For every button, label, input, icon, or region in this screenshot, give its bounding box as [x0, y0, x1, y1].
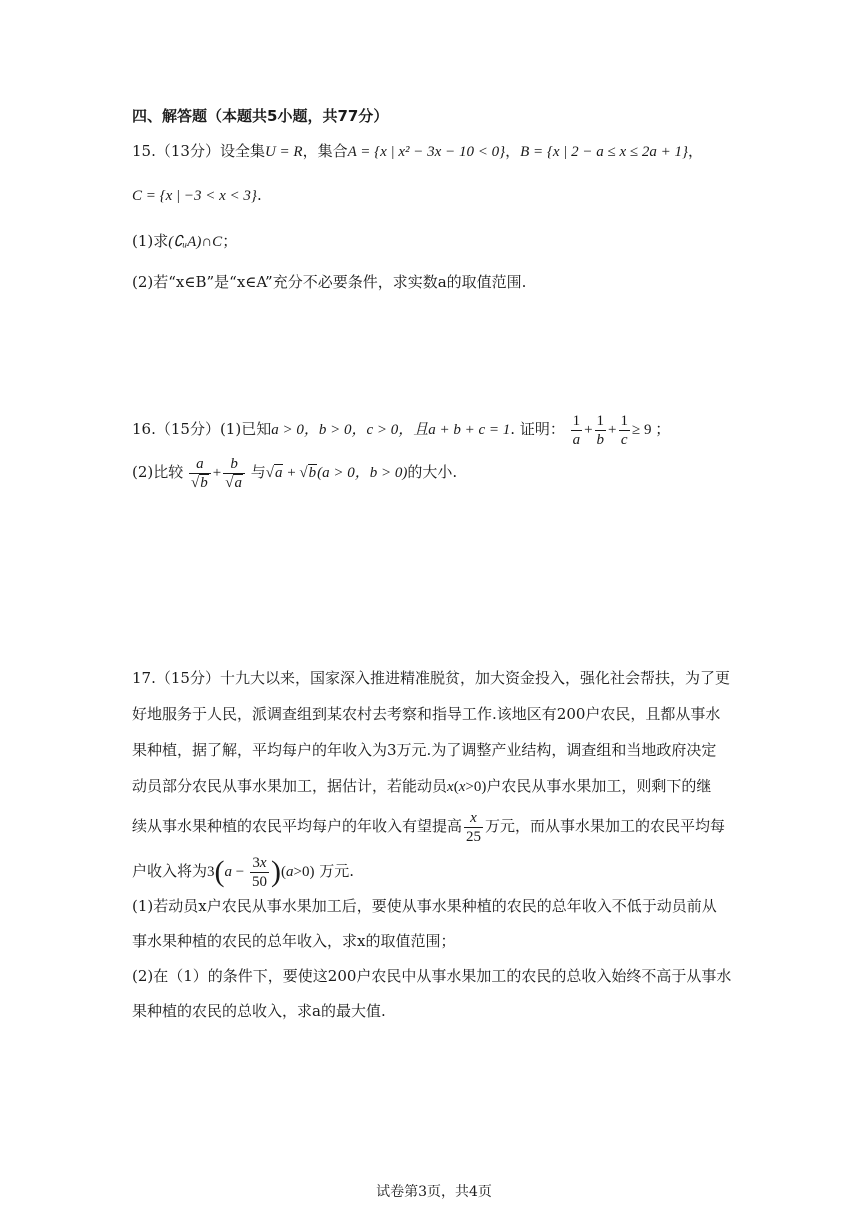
q15-part2: (2)若“x∈B”是“x∈A”充分不必要条件，求实数a的取值范围. [132, 273, 527, 291]
q16-compare-right: √a + √b [265, 465, 317, 481]
q16-inequality: $\frac{1}{a}$ + $\frac{1}{b}$ + $\frac{1}{c}$ ≥ 9 [572, 413, 656, 449]
q17-part1-line: (1)若动员x户农民从事水果加工后，要使从事水果种植的农民的总年收入不低于动员前从 [132, 897, 717, 915]
q15-set-a: A = {x | x² − 3x − 10 < 0} [347, 144, 506, 160]
q17-para-line: 户收入将为3(a − $\frac{3x}{50}$ )(a>0) 万元. [132, 854, 354, 890]
q16-part2 [132, 452, 457, 492]
q15-number: 15. [132, 142, 156, 160]
q15-score: （13分） [155, 142, 220, 160]
q16-part2-end: 的大小. [407, 463, 458, 481]
q17-part2-line: (2)在（1）的条件下，要使这200户农民中从事水果加工的农民的总收入始终不高于从事水 [132, 967, 732, 985]
q16-compare-word: 与 [250, 463, 266, 481]
q16-compare-cond: (a > 0，b > 0) [317, 465, 408, 481]
q16-prove-label: 证明： [519, 420, 565, 438]
q15-part1 [132, 231, 237, 252]
section-heading: 四、解答题（本题共5小题，共77分） [132, 107, 389, 125]
q16-part1-label: (1)已知 [219, 420, 272, 438]
q17-para-line: 好地服务于人民，派调查组到某农村去考察和指导工作.该地区有200户农民，且都从事水 [132, 705, 721, 723]
q15-stem-line2: C = {x | −3 < x < 3}. [132, 186, 262, 204]
q15-part1-label: (1)求 [132, 232, 169, 250]
q15-universal-set: U = R [264, 144, 303, 160]
q17-para-line: 果种植，据了解，平均每户的年收入为3万元.为了调整产业结构，调查组和当地政府决定 [132, 741, 717, 759]
q15-set-c: C = {x | −3 < x < 3} [132, 188, 257, 204]
q17-number: 17. [132, 669, 156, 687]
q16-number: 16. [132, 420, 156, 438]
q15-part1-end: ； [222, 232, 238, 250]
q17-para-line: 续从事水果种植的农民平均每户的年收入有望提高 $\frac{x}{25}$ 万元，而从事水果加工的农民平均每 [132, 809, 726, 845]
q15-stem-text2: ，集合 [302, 142, 348, 160]
q17-score: （15分） [155, 669, 220, 687]
page-footer: 试卷第3页，共4页 [376, 1184, 492, 1200]
q16-part2-label: (2)比较 [132, 463, 184, 481]
q15-part1-expr: (∁ᵤA)∩C [168, 234, 223, 250]
q16-conditions: a > 0，b > 0，c > 0，且a + b + c = 1 [271, 422, 511, 438]
q17-part2-line: 果种植的农民的总收入，求a的最大值. [132, 1002, 386, 1020]
q15-stem-line1: 15.（13分）设全集U = R，集合A = {x | x² − 3x − 10 < 0}，B = {x | 2 − a ≤ x ≤ 2a + 1}， [132, 142, 704, 160]
q16-part1: 16.（15分）(1)已知a > 0，b > 0，c > 0，且a + b + c = 1. 证明： $\frac{1}{a}$ + $\frac{1}{b}$ + $\frac{1}{c}$ ≥ 9 ； [132, 413, 671, 449]
q17-part1-line: 事水果种植的农民的总年收入，求x的取值范围； [132, 932, 456, 950]
q15-set-b: B = {x | 2 − a ≤ x ≤ 2a + 1} [520, 144, 689, 160]
q16-compare-left: $\frac{a}{√b}$ + $\frac{b}{√a}$ [183, 465, 250, 481]
q17-para-line: 动员部分农民从事水果加工，据估计，若能动员x(x>0)户农民从事水果加工，则剩下的继 [132, 777, 712, 795]
q17-para-line: 十九大以来，国家深入推进精准脱贫，加大资金投入，强化社会帮扶，为了更 [219, 669, 730, 687]
q15-stem-text1: 设全集 [219, 142, 265, 160]
q16-score: （15分） [155, 420, 220, 438]
q17-line1 [132, 668, 730, 688]
